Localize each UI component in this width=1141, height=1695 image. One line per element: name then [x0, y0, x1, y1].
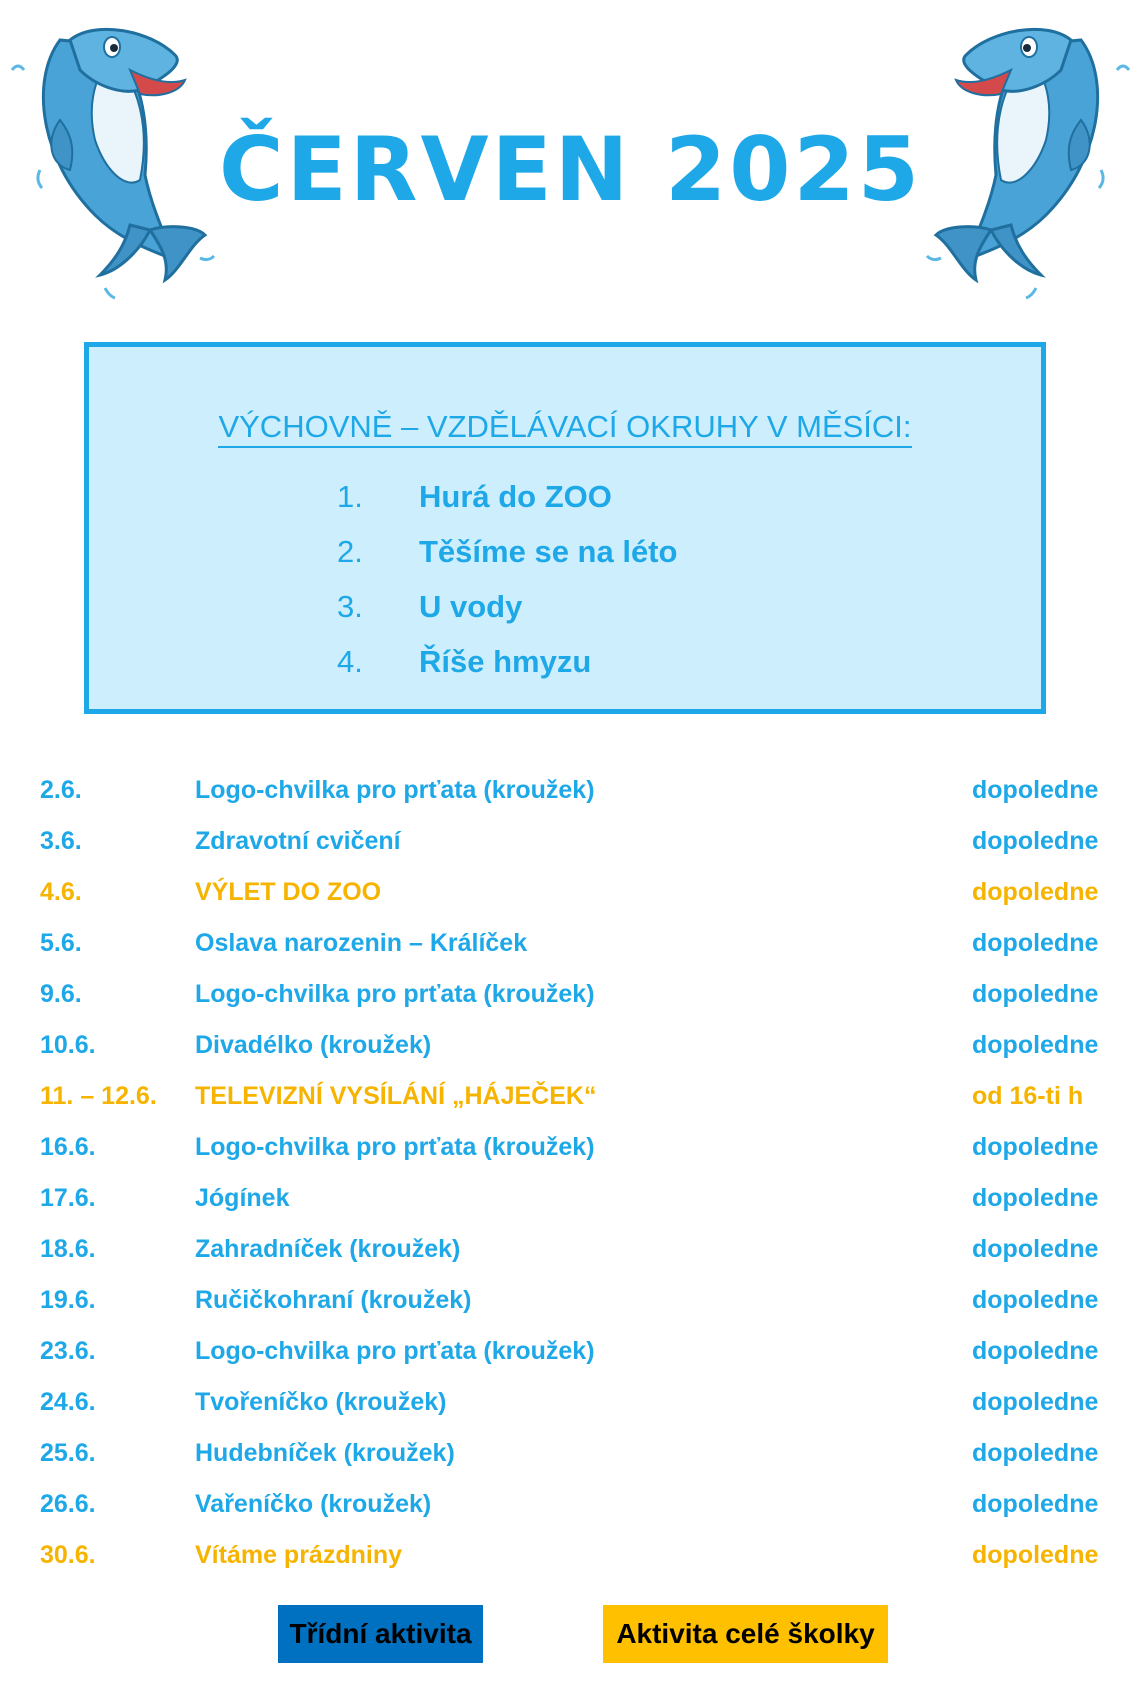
event-activity: Divadélko (kroužek) [195, 1031, 432, 1059]
event-activity: Vítáme prázdniny [195, 1541, 402, 1569]
event-activity: Logo-chvilka pro prťata (kroužek) [195, 980, 595, 1008]
event-date: 4.6. [40, 878, 82, 906]
topic-number: 1. [337, 479, 363, 514]
event-row [0, 1329, 1141, 1380]
event-date: 5.6. [40, 929, 82, 957]
event-activity: Hudebníček (kroužek) [195, 1439, 455, 1467]
legend-class-activity: Třídní aktivita [278, 1605, 483, 1663]
event-time: dopoledne [972, 929, 1099, 957]
event-row [0, 819, 1141, 870]
topic-item [337, 644, 591, 680]
event-activity: Oslava narozenin – Králíček [195, 929, 528, 957]
event-time: dopoledne [972, 1133, 1099, 1161]
event-time: dopoledne [972, 1490, 1099, 1518]
events-list [0, 768, 1141, 1584]
event-row [0, 1176, 1141, 1227]
event-time: dopoledne [972, 980, 1099, 1008]
event-row [0, 972, 1141, 1023]
event-time: od 16-ti h [972, 1082, 1084, 1110]
topic-text: U vody [419, 589, 523, 624]
page-title: ČERVEN 2025 [219, 118, 922, 221]
topic-number: 3. [337, 589, 363, 624]
topic-number: 2. [337, 534, 363, 569]
topic-item [337, 589, 522, 625]
topic-number: 4. [337, 644, 363, 679]
event-row [0, 921, 1141, 972]
event-date: 16.6. [40, 1133, 96, 1161]
event-date: 26.6. [40, 1490, 96, 1518]
event-activity: Zdravotní cvičení [195, 827, 401, 855]
event-time: dopoledne [972, 1286, 1099, 1314]
event-row [0, 1023, 1141, 1074]
event-date: 3.6. [40, 827, 82, 855]
event-time: dopoledne [972, 1235, 1099, 1263]
event-time: dopoledne [972, 878, 1099, 906]
topics-heading [89, 409, 1041, 445]
topics-box [84, 342, 1046, 714]
event-date: 11. – 12.6. [40, 1082, 157, 1110]
event-time: dopoledne [972, 1388, 1099, 1416]
event-date: 30.6. [40, 1541, 96, 1569]
event-row [0, 768, 1141, 819]
event-activity: Jógínek [195, 1184, 290, 1212]
event-activity: Logo-chvilka pro prťata (kroužek) [195, 776, 595, 804]
event-row [0, 1227, 1141, 1278]
event-time: dopoledne [972, 776, 1099, 804]
event-activity: Zahradníček (kroužek) [195, 1235, 461, 1263]
event-date: 10.6. [40, 1031, 96, 1059]
event-date: 19.6. [40, 1286, 96, 1314]
event-activity: Ručičkohraní (kroužek) [195, 1286, 472, 1314]
event-time: dopoledne [972, 827, 1099, 855]
event-time: dopoledne [972, 1541, 1099, 1569]
event-row [0, 870, 1141, 921]
topic-item [337, 479, 612, 515]
event-row [0, 1125, 1141, 1176]
event-row [0, 1533, 1141, 1584]
topic-item [337, 534, 677, 570]
event-row [0, 1482, 1141, 1533]
legend-school-activity: Aktivita celé školky [603, 1605, 888, 1663]
event-date: 9.6. [40, 980, 82, 1008]
event-activity: Vařeníčko (kroužek) [195, 1490, 432, 1518]
event-row [0, 1278, 1141, 1329]
event-row [0, 1380, 1141, 1431]
event-row [0, 1431, 1141, 1482]
event-activity: TELEVIZNÍ VYSÍLÁNÍ „HÁJEČEK“ [195, 1082, 597, 1110]
event-date: 25.6. [40, 1439, 96, 1467]
event-row [0, 1074, 1141, 1125]
event-time: dopoledne [972, 1031, 1099, 1059]
event-date: 23.6. [40, 1337, 96, 1365]
event-time: dopoledne [972, 1184, 1099, 1212]
event-activity: Logo-chvilka pro prťata (kroužek) [195, 1133, 595, 1161]
event-date: 2.6. [40, 776, 82, 804]
event-date: 17.6. [40, 1184, 96, 1212]
topic-text: Těšíme se na léto [419, 534, 678, 569]
event-activity: Logo-chvilka pro prťata (kroužek) [195, 1337, 595, 1365]
event-time: dopoledne [972, 1439, 1099, 1467]
topics-heading-text: VÝCHOVNĚ – VZDĚLÁVACÍ OKRUHY V MĚSÍCI: [218, 409, 911, 448]
event-date: 18.6. [40, 1235, 96, 1263]
topic-text: Hurá do ZOO [419, 479, 612, 514]
event-activity: VÝLET DO ZOO [195, 878, 382, 906]
event-activity: Tvořeníčko (kroužek) [195, 1388, 447, 1416]
event-time: dopoledne [972, 1337, 1099, 1365]
topic-text: Říše hmyzu [419, 644, 592, 679]
event-date: 24.6. [40, 1388, 96, 1416]
